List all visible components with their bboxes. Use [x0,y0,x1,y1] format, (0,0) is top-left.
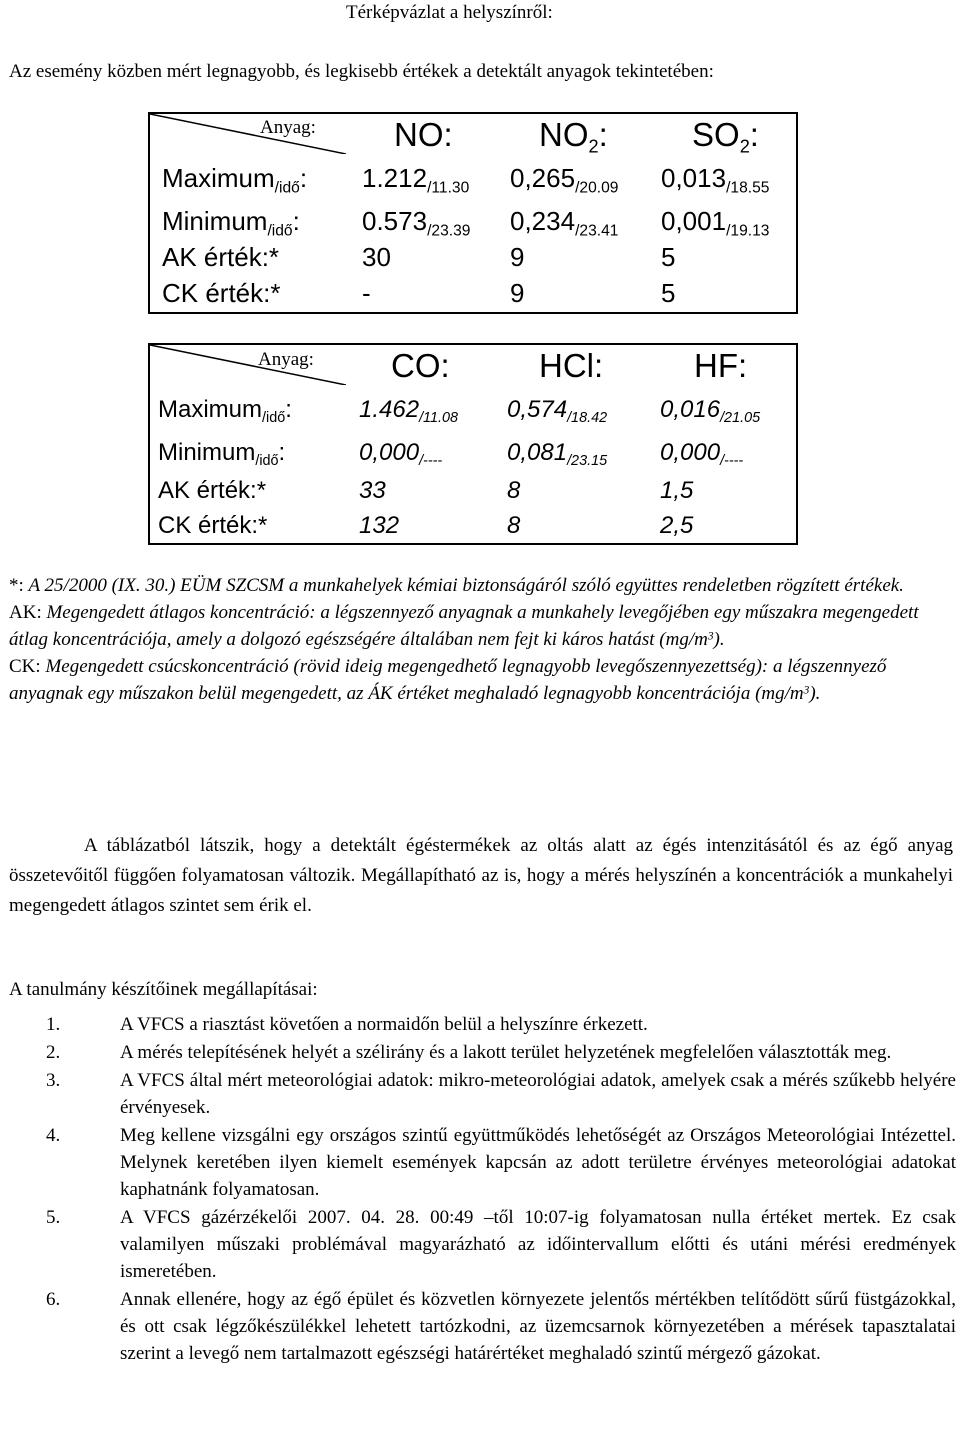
table-cell: $0,016_{/21.05}$ [660,396,761,427]
list-item: 1. A VFCS a riasztást követően a normaidőn belül a helyszínre érkezett. [46,1014,648,1035]
table-cell: 1,5 [660,477,694,504]
list-item: 6. Annak ellenére, hogy az égő épület és közvetlen környezete jelentős mértékben telítődött sűrű füstgázokkal, és ott csak légzőkészülékkel lehetett tartózkodni, az üzemcsarnok környezetében a mérések tapasztalatai szerint a levegő nem tartalmazott egészségi határértéket meghaladó szintű mérgező gázokat. [46,1289,956,1364]
table-cell: - [362,278,371,308]
measurement-table-2 [148,343,798,545]
row-label-minimum: Minimum$_{/idő}$: [158,439,286,470]
diagonal-divider [150,345,346,385]
table-cell: $1.462_{/11.08}$ [359,396,459,427]
header-co: CO: [391,347,450,384]
row-label-maximum: Maximum$_{/idő}$: [162,163,308,197]
corner-label: Anyag: [260,117,316,138]
list-item: 2. A mérés telepítésének helyét a szélirány és a lakott terület helyzetének megfelelően választották meg. [46,1042,892,1063]
table-cell: 132 [359,512,400,539]
table-cell: 8 [507,477,521,504]
footnote-source: *: A 25/2000 (IX. 30.) EÜM SZCSM a munkahelyek kémiai biztonságáról szóló együttes rendeletben rögzített értékek. [9,575,904,596]
table-cell: $0,081_{/23.15}$ [507,439,608,470]
table-cell: $0,234_{/23.41}$ [510,206,619,240]
row-label-minimum: Minimum$_{/idő}$: [162,206,300,240]
table-cell: 5 [661,242,676,272]
row-label-ak: AK érték:* [158,477,267,504]
header-no: NO: [394,116,453,153]
measurement-table-1 [148,112,798,314]
row-label-ck: CK érték:* [158,512,268,539]
table-cell: 9 [510,278,525,308]
table-cell: 8 [507,512,521,539]
list-item: 3. A VFCS által mért meteorológiai adatok: mikro-meteorológiai adatok, amelyek csak a mérés szűkebb helyére érvényesek. [46,1070,956,1118]
table-cell: 5 [661,278,676,308]
table-cell: 2,5 [660,512,694,539]
table-cell: $0,000_{/----}$ [660,439,744,470]
table-cell: $0,574_{/18.42}$ [507,396,608,427]
findings-title: A tanulmány készítőinek megállapításai: [9,979,318,1000]
corner-label: Anyag: [258,349,314,370]
header-hcl: HCl: [539,347,604,384]
footnote-ck: CK: Megengedett csúcskoncentráció (rövid ideig megengedhető legnagyobb levegőszennyezettség): a légszennyező anyagnak egy műszakon belül megengedett, az ÁK értéket meghaladó legnagyobb koncentrációja $(mg/m^3)$. [9,656,887,704]
table-cell: 9 [510,242,525,272]
intro-text: Az esemény közben mért legnagyobb, és legkisebb értékek a detektált anyagok tekintetében: [9,61,714,82]
row-label-ck: CK érték:* [162,278,281,308]
table-cell: $0,013_{/18.55}$ [661,163,770,197]
footnote-ak: AK: Megengedett átlagos koncentráció: a légszennyező anyagnak a munkahely levegőjében egy műszakra megengedett átlag koncentrációja, amely a dolgozó egészségére általában nem fejt ki káros hatást $(mg/m^3)$. [9,602,919,650]
list-item: 4. Meg kellene vizsgálni egy országos szintű együttműködés lehetőségét az Országos Meteorológiai Intézettel. Melynek keretében ilyen kiemelt események kapcsán az adott területre érvényes meteorológiai adatokat kaphatnánk folyamatosan. [46,1125,956,1200]
header-hf: HF: [694,347,748,384]
table-cell: 33 [359,477,386,504]
header-so2: $SO_2$: [692,116,759,157]
footnote-block [9,572,953,707]
table-cell: $0.573_{/23.39}$ [362,206,471,240]
table-cell: 30 [362,242,391,272]
table-cell: $0,000_{/----}$ [359,439,443,470]
header-no2: $NO_2$: [539,116,608,157]
row-label-maximum: Maximum$_{/idő}$: [158,396,292,427]
findings-list [0,1011,960,1368]
table-cell: $1.212_{/11.30}$ [362,163,470,197]
table-cell: $0,265_{/20.09}$ [510,163,619,197]
summary-paragraph: A táblázatból látszik, hogy a detektált égéstermékek az oltás alatt az égés intenzitásától és az égő anyag összetevőitől függően folyamatosan változik. Megállapítható az is, hogy a mérés helyszínén a koncentrációk a munkahelyi megengedett átlagos szintet sem érik el. [9,835,953,916]
row-label-ak: AK érték:* [162,242,280,272]
table-cell: $0,001_{/19.13}$ [661,206,770,240]
diagonal-divider [150,114,346,154]
page-title: Térképvázlat a helyszínről: [346,2,553,23]
list-item: 5. A VFCS gázérzékelői 2007. 04. 28. 00:49 –től 10:07-ig folyamatosan nulla értéket mertek. Ez csak valamilyen műszaki problémával magyarázható az időintervallum előtti és utáni mérési eredmények ismeretében. [46,1207,956,1282]
